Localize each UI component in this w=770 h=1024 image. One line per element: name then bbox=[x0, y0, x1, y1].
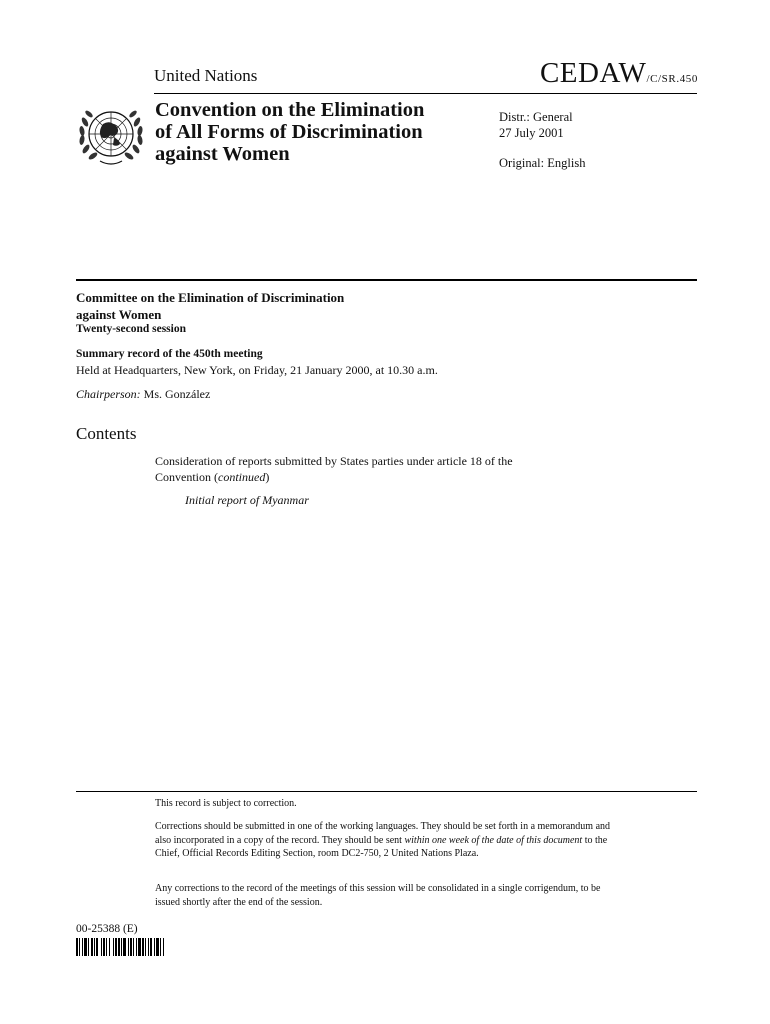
chairperson-name: Ms. González bbox=[143, 387, 211, 401]
header-rule bbox=[154, 93, 697, 94]
document-symbol-main: CEDAW bbox=[539, 57, 647, 89]
document-title bbox=[155, 99, 475, 165]
correction-instructions-text: Corrections should be submitted in one of the working languages. They should be set forth in a memorandum and also incorporated in a copy of the record. They should be sent bbox=[155, 821, 611, 846]
distribution-block bbox=[499, 110, 573, 141]
original-language: Original: English bbox=[499, 156, 586, 170]
document-title-line: Convention on the Elimination bbox=[155, 99, 425, 121]
correction-notice: This record is subject to correction. bbox=[155, 798, 297, 809]
organization-name: United Nations bbox=[154, 66, 258, 85]
committee-name-line: against Women bbox=[76, 307, 162, 322]
contents-item-line bbox=[155, 470, 585, 486]
chairperson-label: Chairperson: bbox=[76, 387, 141, 401]
contents-subitem: Initial report of Myanmar bbox=[185, 493, 309, 507]
meeting-location: Held at Headquarters, New York, on Friday, 21 January 2000, at 10.30 a.m. bbox=[76, 363, 438, 377]
document-symbol-suffix: /C/SR.450 bbox=[646, 73, 698, 85]
summary-record-title: Summary record of the 450th meeting bbox=[76, 348, 263, 360]
footnote-rule bbox=[76, 791, 697, 792]
correction-instructions-text: to the Chief, Official Records Editing Section, room DC2-750, 2 United Nations Plaza. bbox=[155, 834, 608, 859]
contents-item bbox=[155, 454, 585, 485]
contents-item-text: Convention ( bbox=[155, 469, 218, 484]
un-emblem-icon bbox=[76, 100, 146, 170]
document-symbol bbox=[540, 57, 698, 90]
correction-deadline: within one week of the date of this document bbox=[404, 834, 583, 846]
section-rule bbox=[76, 279, 697, 281]
session-name: Twenty-second session bbox=[76, 323, 187, 335]
distribution: Distr.: General bbox=[499, 110, 573, 124]
document-date: 27 July 2001 bbox=[499, 125, 564, 140]
document-title-line: against Women bbox=[155, 143, 290, 165]
chairperson bbox=[76, 387, 210, 402]
corrigendum-notice: Any corrections to the record of the meetings of this session will be consolidated in a single corrigendum, to be issued shortly after the end of the session. bbox=[155, 883, 601, 908]
job-number: 00-25388 (E) bbox=[76, 923, 138, 935]
contents-item-line: Consideration of reports submitted by States parties under article 18 of the bbox=[155, 454, 513, 468]
contents-item-continued: continued bbox=[218, 469, 266, 484]
document-title-line: of All Forms of Discrimination bbox=[155, 121, 423, 143]
barcode-icon bbox=[76, 938, 204, 956]
contents-item-text: ) bbox=[265, 469, 270, 484]
committee-name bbox=[76, 289, 436, 323]
committee-name-line: Committee on the Elimination of Discrimination bbox=[76, 290, 345, 305]
correction-instructions bbox=[155, 820, 625, 861]
contents-heading: Contents bbox=[76, 424, 137, 443]
